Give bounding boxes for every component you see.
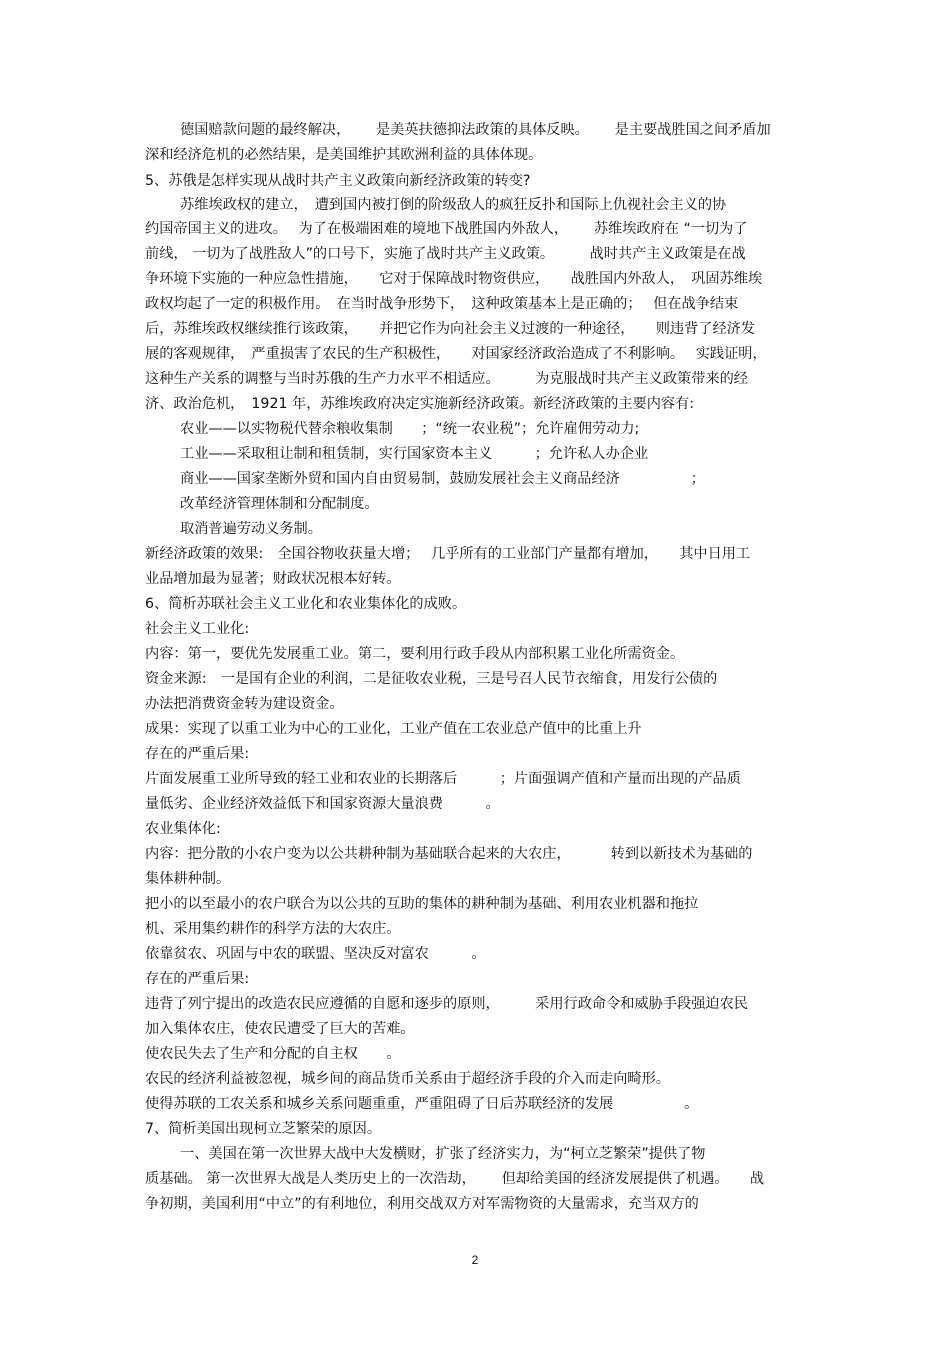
text-line: 商业——国家垄断外贸和国内自由贸易制，鼓励发展社会主义商品经济 ； bbox=[180, 471, 705, 487]
text-line: 使农民失去了生产和分配的自主权 。 bbox=[145, 1046, 401, 1062]
text-line: 德国赔款问题的最终解决， 是美英扶德抑法政策的具体反映。 是主要战胜国之间矛盾加 bbox=[180, 122, 771, 138]
text-line: 农业集体化: bbox=[145, 821, 221, 837]
text-line: 农业——以实物税代替余粮收集制 ；“统一农业税”；允许雇佣劳动力; bbox=[180, 421, 640, 437]
text-line: 片面发展重工业所导致的轻工业和农业的长期落后 ；片面强调产值和产量而出现的产品质 bbox=[145, 771, 741, 787]
text-line: 成果：实现了以重工业为中心的工业化，工业产值在工农业总产值中的比重上升 bbox=[145, 721, 642, 737]
text-line: 一、美国在第一次世界大战中大发横财，扩张了经济实力，为“柯立芝繁荣”提供了物 bbox=[180, 1146, 706, 1162]
text-line: 5、苏俄是怎样实现从战时共产主义政策向新经济政策的转变? bbox=[145, 173, 531, 189]
text-line: 展的客观规律， 严重损害了农民的生产积极性， 对国家经济政治造成了不利影响。 实践证明， bbox=[145, 346, 767, 362]
text-line: 争环境下实施的一种应急性措施， 它对于保障战时物资供应， 战胜国内外敌人， 巩固苏维埃 bbox=[145, 271, 763, 287]
text-line: 使得苏联的工农关系和城乡关系问题重重，严重阻碍了日后苏联经济的发展 。 bbox=[145, 1096, 699, 1112]
text-line: 社会主义工业化: bbox=[145, 621, 250, 637]
text-line: 前线， 一切为了战胜敌人”的口号下，实施了战时共产主义政策。 战时共产主义政策是在战 bbox=[145, 246, 746, 262]
text-line: 存在的严重后果: bbox=[145, 971, 250, 987]
page-number: 2 bbox=[471, 1253, 479, 1267]
text-line: 新经济政策的效果: 全国谷物收获量大增； 几乎所有的工业部门产量都有增加， 其中日用工 bbox=[145, 546, 751, 562]
text-line: 这种生产关系的调整与当时苏俄的生产力水平不相适应。 为克服战时共产主义政策带来的经 bbox=[145, 371, 748, 387]
text-line: 苏维埃政权的建立， 遭到国内被打倒的阶级敌人的疯狂反扑和国际上仇视社会主义的协 bbox=[180, 197, 727, 213]
text-line: 业品增加最为显著；财政状况根本好转。 bbox=[145, 571, 401, 587]
text-line: 政权均起了一定的积极作用。 在当时战争形势下， 这种政策基本上是正确的； 但在战争结束 bbox=[145, 296, 739, 312]
text-line: 违背了列宁提出的改造农民应遵循的自愿和逐步的原则， 采用行政命令和威胁手段强迫农民 bbox=[145, 996, 748, 1012]
text-line: 取消普遍劳动义务制。 bbox=[180, 521, 322, 537]
text-line: 内容：第一，要优先发展重工业。第二，要利用行政手段从内部积累工业化所需资金。 bbox=[145, 646, 685, 662]
text-line: 存在的严重后果: bbox=[145, 746, 250, 762]
text-line: 争初期，美国利用“中立”的有利地位，利用交战双方对军需物资的大量需求，充当双方的 bbox=[145, 1196, 699, 1212]
text-line: 办法把消费资金转为建设资金。 bbox=[145, 696, 344, 712]
text-line: 后，苏维埃政权继续推行该政策， 并把它作为向社会主义过渡的一种途径， 则违背了经济发 bbox=[145, 321, 756, 337]
text-line: 工业——采取租让制和租赁制，实行国家资本主义 ；允许私人办企业 bbox=[180, 446, 649, 462]
text-line: 内容：把分散的小农户变为以公共耕种制为基础联合起来的大农庄， 转到以新技术为基础的 bbox=[145, 846, 753, 862]
text-line: 深和经济危机的必然结果，是美国维护其欧洲利益的具体体现。 bbox=[145, 147, 543, 163]
text-line: 改革经济管理体制和分配制度。 bbox=[180, 496, 379, 512]
text-line: 7、简析美国出现柯立芝繁荣的原因。 bbox=[145, 1121, 382, 1137]
text-line: 济、政治危机， 1921 年，苏维埃政府决定实施新经济政策。新经济政策的主要内容有: bbox=[145, 396, 695, 412]
text-line: 依靠贫农、巩固与中农的联盟、坚决反对富农 。 bbox=[145, 946, 486, 962]
text-line: 质基础。 第一次世界大战是人类历史上的一次浩劫， 但却给美国的经济发展提供了机遇。 战 bbox=[145, 1171, 765, 1187]
text-line: 约国帝国主义的进攻。 为了在极端困难的境地下战胜国内外敌人， 苏维埃政府在 “一切为了 bbox=[145, 221, 748, 237]
text-line: 农民的经济利益被忽视，城乡间的商品货币关系由于超经济手段的介入而走向畸形。 bbox=[145, 1071, 670, 1087]
text-line: 加入集体农庄，使农民遭受了巨大的苦难。 bbox=[145, 1021, 415, 1037]
text-line: 集体耕种制。 bbox=[145, 871, 231, 887]
text-line: 量低劣、企业经济效益低下和国家资源大量浪费 。 bbox=[145, 796, 500, 812]
text-line: 6、简析苏联社会主义工业化和农业集体化的成败。 bbox=[145, 596, 467, 612]
text-line: 把小的以至最小的农户联合为以公共的互助的集体的耕种制为基础、利用农业机器和拖拉 bbox=[145, 896, 699, 912]
text-line: 资金来源: 一是国有企业的利润，二是征收农业税，三是号召人民节衣缩食，用发行公债的 bbox=[145, 671, 718, 687]
text-line: 机、采用集约耕作的科学方法的大农庄。 bbox=[145, 921, 401, 937]
